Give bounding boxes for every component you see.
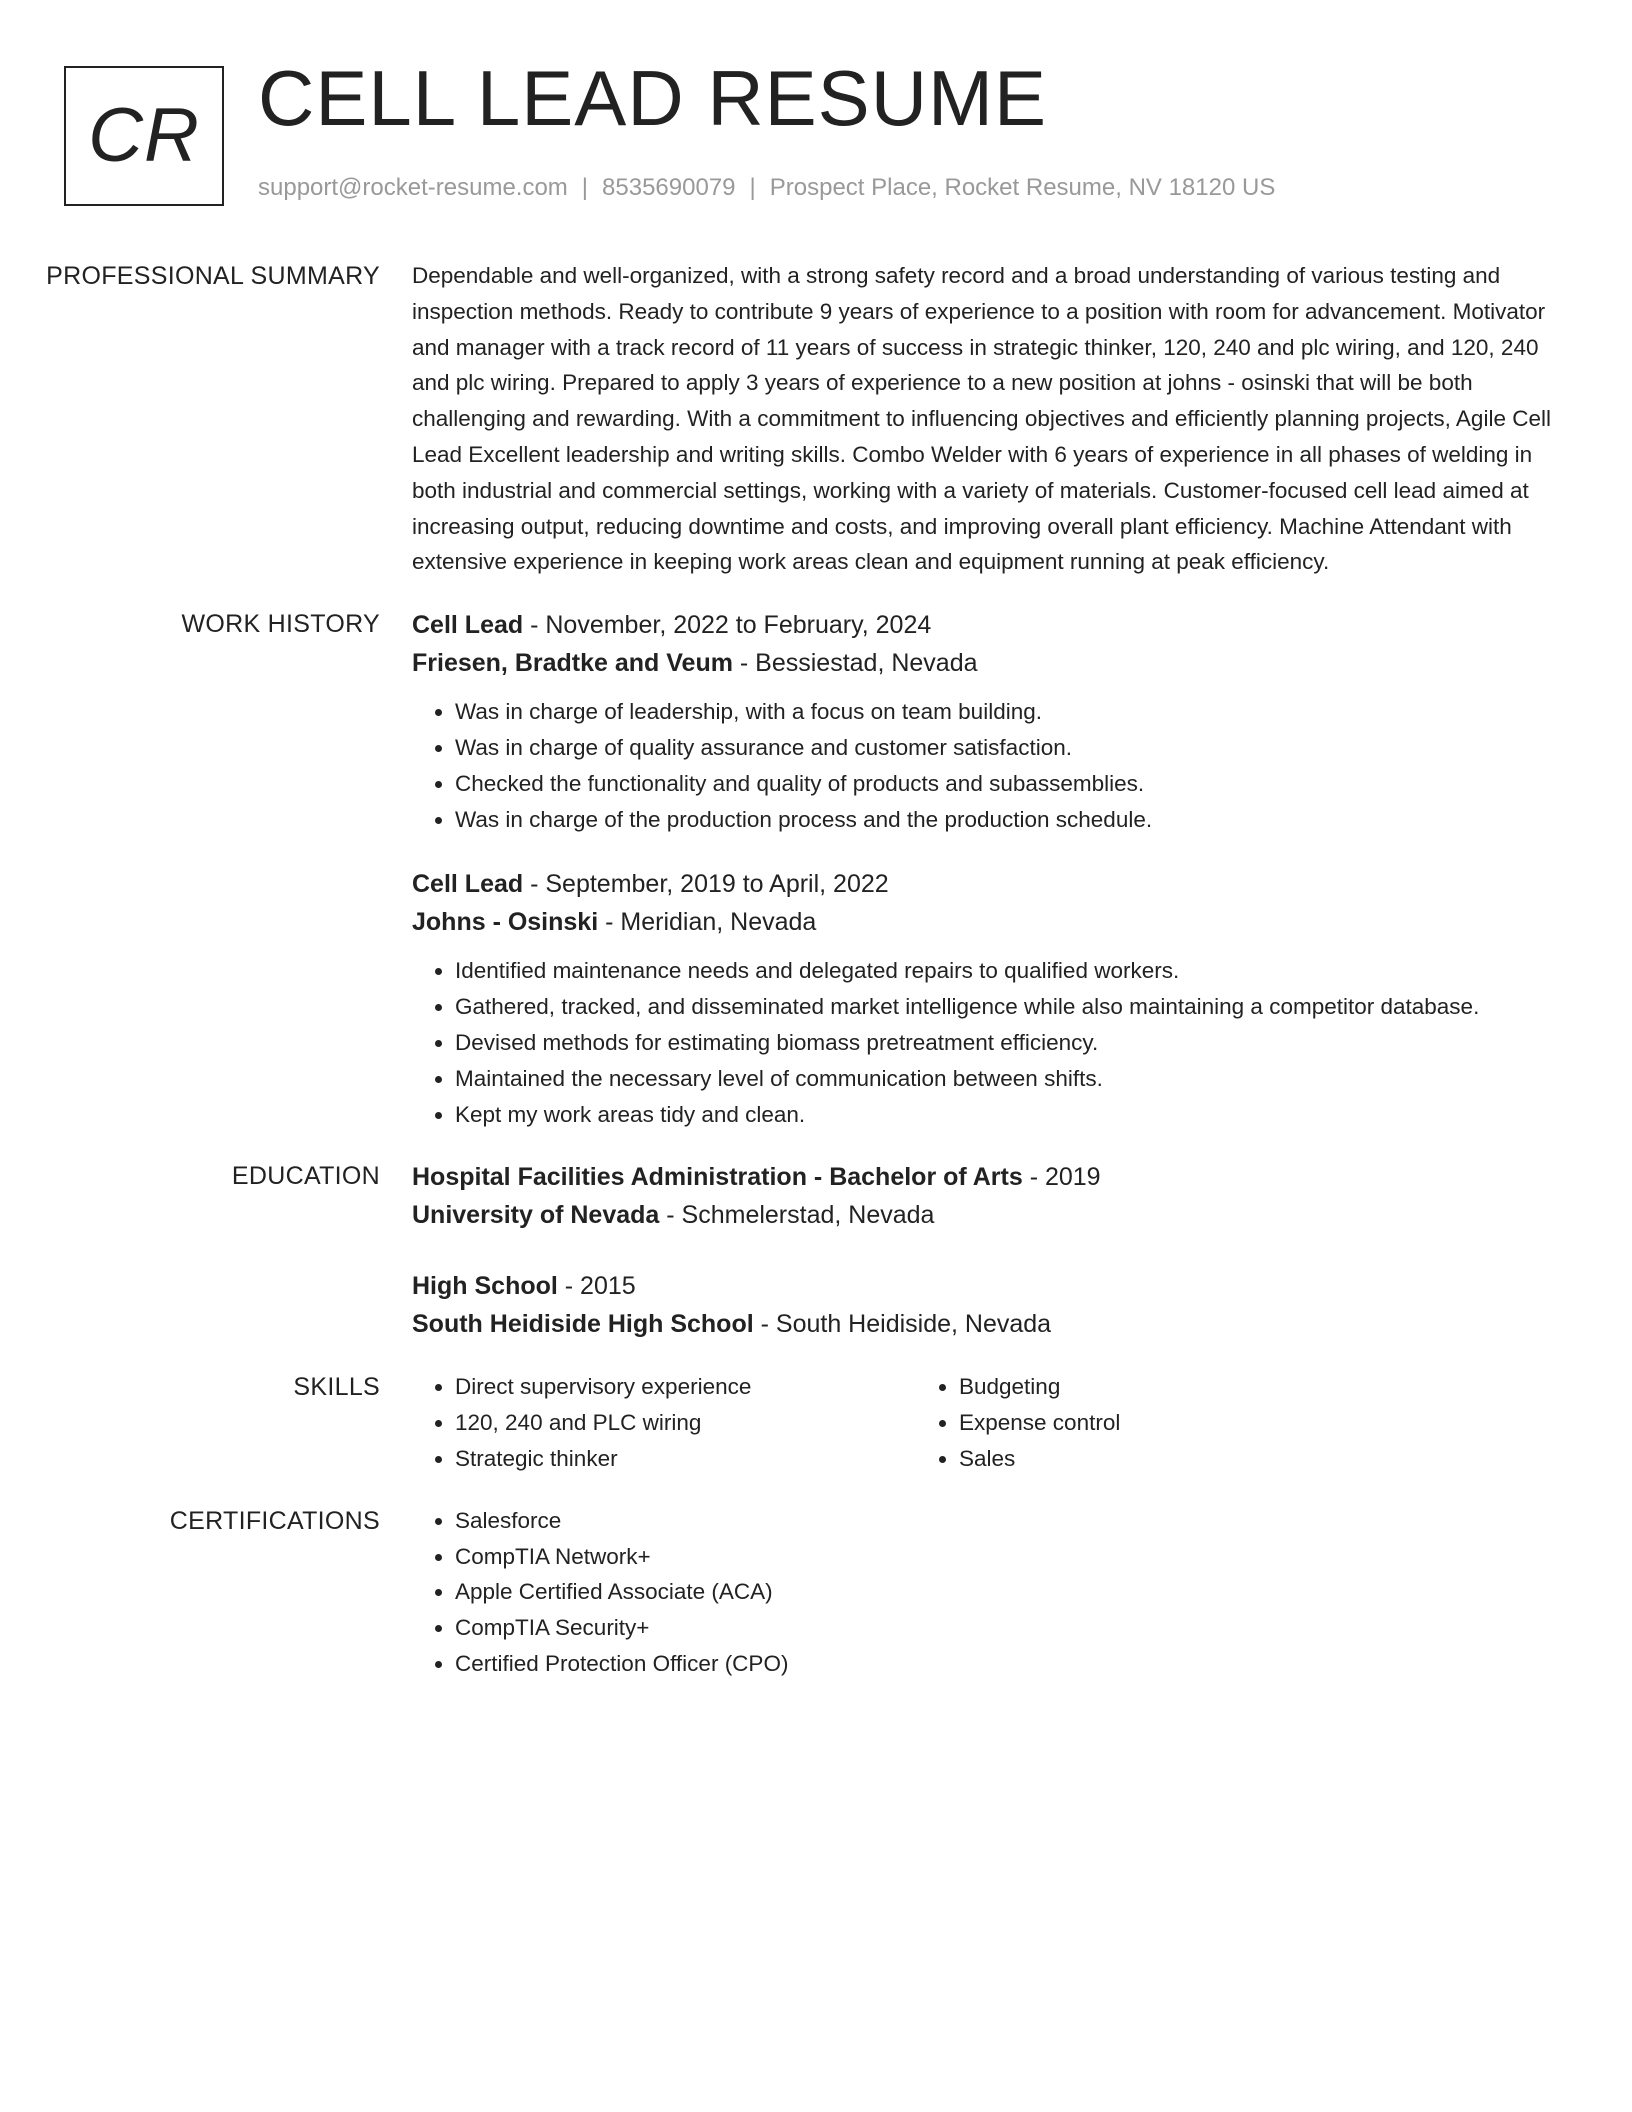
skill-item: • Sales [959, 1441, 1412, 1477]
section-skills [0, 1369, 1632, 1476]
contact-phone: 8535690079 [602, 174, 736, 201]
section-label-certifications: CERTIFICATIONS [169, 1506, 380, 1535]
resume-sections [0, 258, 1632, 1708]
education-year: - 2015 [557, 1272, 636, 1301]
skill-item: • 120, 240 and PLC wiring [455, 1405, 912, 1441]
skill-item: • Strategic thinker [455, 1441, 912, 1477]
skills-body [412, 1369, 1552, 1476]
contact-separator: | [581, 174, 589, 201]
job-title-line [412, 865, 1552, 903]
monogram-initials: CR [88, 93, 200, 178]
job-title: Cell Lead [412, 870, 524, 899]
education-degree-line [412, 1158, 1552, 1196]
skill-item: • Direct supervisory experience [455, 1369, 912, 1405]
section-education [0, 1158, 1632, 1343]
job-entry [412, 606, 1552, 837]
job-bullet: • Identified maintenance needs and delegated repairs to qualified workers. [455, 953, 1552, 989]
education-school-line [412, 1196, 1552, 1234]
job-bullets [412, 953, 1552, 1132]
education-degree-line [412, 1267, 1552, 1305]
job-location: - Meridian, Nevada [598, 908, 817, 937]
section-certifications [0, 1503, 1632, 1682]
contact-line [258, 174, 1275, 202]
job-company: Johns - Osinski [412, 908, 599, 937]
education-school: University of Nevada [412, 1201, 660, 1230]
education-school: South Heidiside High School [412, 1310, 754, 1339]
education-degree: High School [412, 1272, 558, 1301]
education-degree: Hospital Facilities Administration - Bachelor of Arts [412, 1163, 1023, 1192]
section-work-history [0, 606, 1632, 1132]
education-entry [412, 1267, 1552, 1343]
job-bullets [412, 694, 1552, 837]
resume-title: CELL LEAD RESUME [258, 54, 1048, 142]
skill-item: • Budgeting [959, 1369, 1412, 1405]
job-dates: - November, 2022 to February, 2024 [523, 611, 932, 640]
certification-item: • CompTIA Network+ [455, 1539, 1552, 1575]
job-bullet: • Kept my work areas tidy and clean. [455, 1097, 1552, 1133]
skill-item: • Expense control [959, 1405, 1412, 1441]
job-company-line [412, 644, 1552, 682]
certification-item: • Apple Certified Associate (ACA) [455, 1574, 1552, 1610]
job-company: Friesen, Bradtke and Veum [412, 649, 733, 678]
job-bullet: • Gathered, tracked, and disseminated market intelligence while also maintaining a competitor database. [455, 989, 1552, 1025]
contact-email: support@rocket-resume.com [258, 174, 568, 201]
job-bullet: • Devised methods for estimating biomass pretreatment efficiency. [455, 1025, 1552, 1061]
section-label-skills: SKILLS [293, 1373, 380, 1402]
skills-list-right [912, 1369, 1412, 1476]
summary-body [412, 258, 1552, 580]
contact-separator: | [749, 174, 756, 201]
section-summary [0, 258, 1632, 580]
job-title-line [412, 606, 1552, 644]
job-location: - Bessiestad, Nevada [732, 649, 978, 678]
certification-item: • CompTIA Security+ [455, 1610, 1552, 1646]
education-location: - Schmelerstad, Nevada [659, 1201, 935, 1230]
summary-text: Dependable and well-organized, with a strong safety record and a broad understanding of various testing and inspection methods. Ready to contribute 9 years of experience to a position with room for advancement. Motivator and manager with a track record of 11 years of success in strategic thinker, 120, 240 and plc wiring, and 120, 240 and plc wiring. Prepared to apply 3 years of experience to a new position at johns - osinski that will be both challenging and rewarding. With a commitment to influencing objectives and efficiently planning projects, Agile Cell Lead Excellent leadership and writing skills. Combo Welder with 6 years of experience in all phases of welding in both industrial and commercial settings, working with a variety of materials. Customer-focused cell lead aimed at increasing output, reducing downtime and costs, and improving overall plant efficiency. Machine Attendant with extensive experience in keeping work areas clean and equipment running at peak efficiency. [412, 263, 1551, 575]
job-company-line [412, 903, 1552, 941]
job-bullet: • Checked the functionality and quality of products and subassemblies. [455, 766, 1552, 802]
certification-item: • Certified Protection Officer (CPO) [455, 1646, 1552, 1682]
job-bullet: • Was in charge of leadership, with a focus on team building. [455, 694, 1552, 730]
section-label-education: EDUCATION [231, 1162, 380, 1191]
education-location: - South Heidiside, Nevada [753, 1310, 1052, 1339]
job-bullet: • Was in charge of quality assurance and customer satisfaction. [455, 730, 1552, 766]
section-label-summary: PROFESSIONAL SUMMARY [46, 262, 380, 290]
certification-item: • Salesforce [455, 1503, 1552, 1539]
job-title: Cell Lead [412, 611, 524, 640]
education-entry [412, 1158, 1552, 1234]
job-bullet: • Maintained the necessary level of communication between shifts. [455, 1061, 1552, 1097]
job-dates: - September, 2019 to April, 2022 [523, 870, 889, 899]
job-bullet: • Was in charge of the production process and the production schedule. [455, 802, 1552, 838]
education-body [412, 1158, 1552, 1343]
certifications-list [412, 1503, 1552, 1682]
certifications-body [412, 1503, 1552, 1682]
section-label-work: WORK HISTORY [181, 610, 380, 639]
monogram-box [64, 66, 224, 206]
education-year: - 2019 [1022, 1163, 1101, 1192]
education-school-line [412, 1305, 1552, 1343]
skills-list-left [412, 1369, 912, 1476]
work-body [412, 606, 1552, 1132]
contact-address: Prospect Place, Rocket Resume, NV 18120 US [769, 174, 1276, 201]
job-entry [412, 865, 1552, 1132]
